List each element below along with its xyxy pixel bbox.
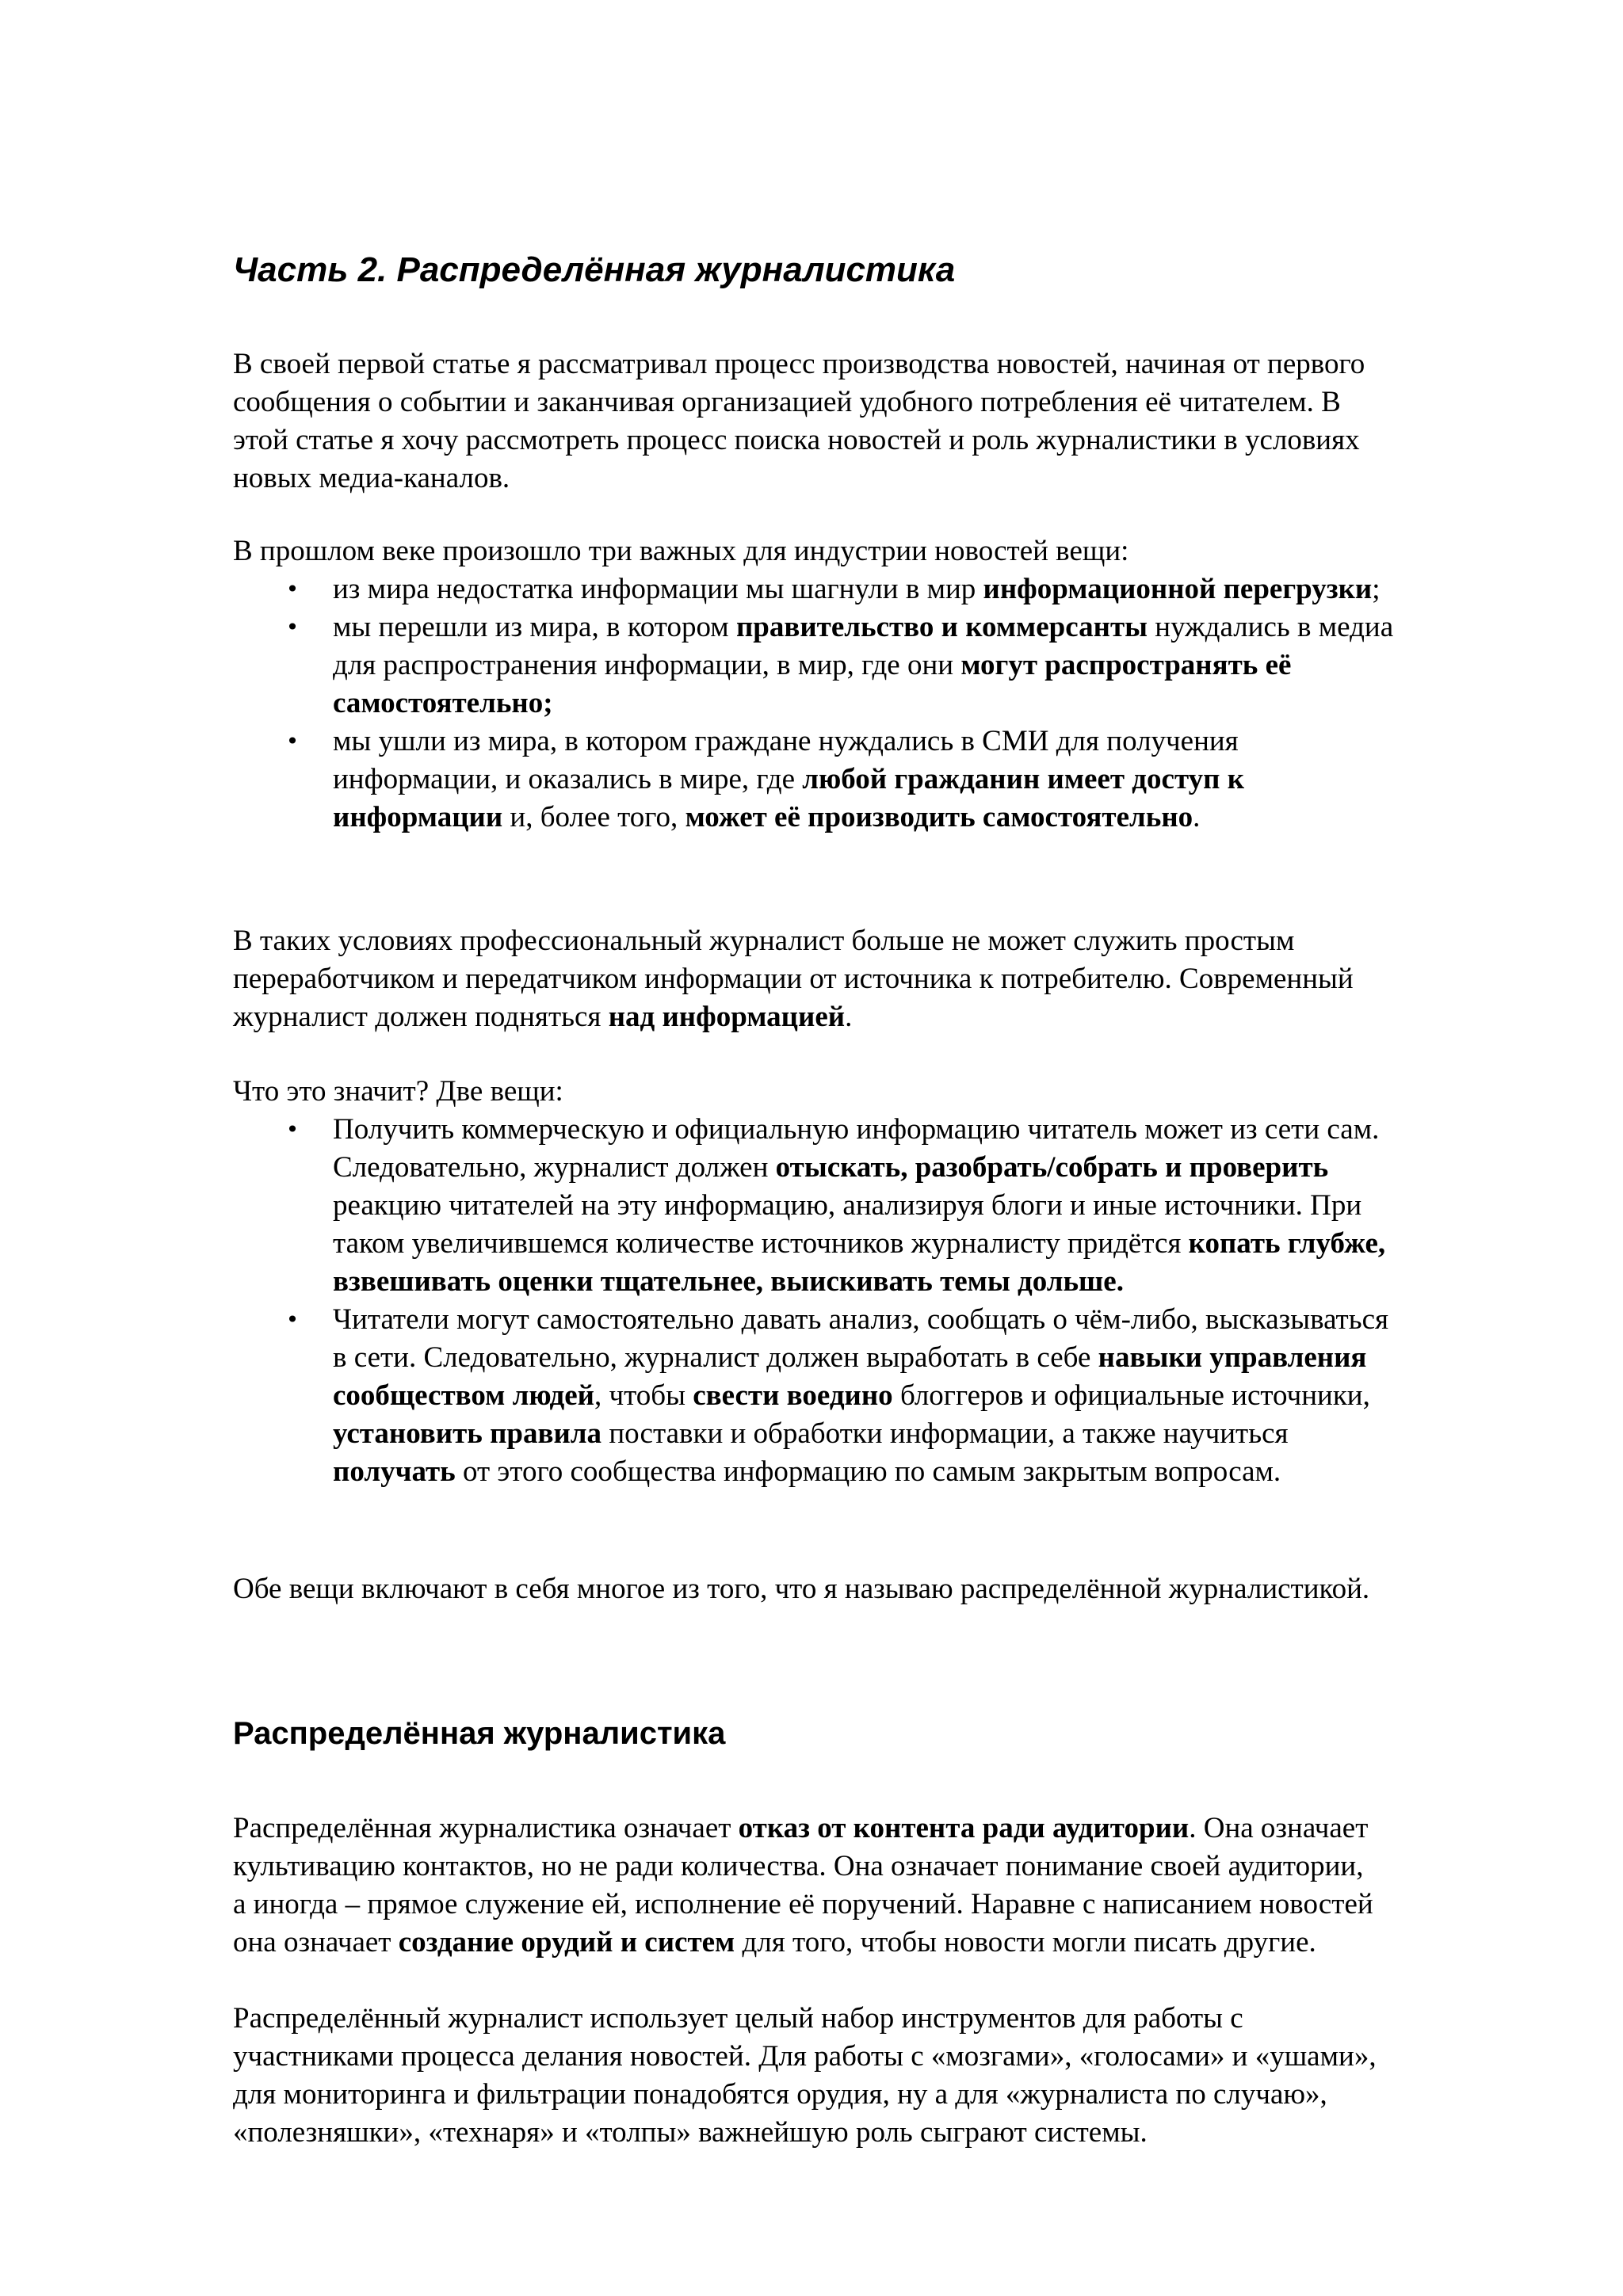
distributed-paragraph (233, 1810, 1533, 1962)
intro-line: новых медиа-каналов. (233, 462, 510, 494)
list-item (233, 570, 1533, 608)
tools-line: «полезняшки», «технаря» и «толпы» важнейшую роль сыграют системы. (233, 2116, 1148, 2149)
bullet-icon: • (285, 576, 300, 602)
list-line: информации и, более того, может её производить самостоятельно. (333, 801, 1201, 833)
list-item (233, 1111, 1533, 1301)
list-line: из мира недостатка информации мы шагнули в мир информационной перегрузки; (333, 573, 1381, 605)
list-line: взвешивать оценки тщательнее, выискивать темы дольше. (333, 1265, 1124, 1298)
list-line: Получить коммерческую и официальную информацию читатель может из сети сам. (333, 1113, 1380, 1146)
list-line: получать от этого сообщества информацию по самым закрытым вопросам. (333, 1455, 1281, 1488)
list-line: мы перешли из мира, в котором правительство и коммерсанты нуждались в медиа (333, 611, 1394, 643)
tools-line: участниками процесса делания новостей. Для работы с «мозгами», «голосами» и «ушами», (233, 2040, 1377, 2073)
page-title: Часть 2. Распределённая журналистика (233, 250, 956, 289)
section-heading: Распределённая журналистика (233, 1716, 726, 1751)
distributed-line: она означает создание орудий и систем для того, чтобы новости могли писать другие. (233, 1926, 1316, 1958)
intro-paragraph (233, 345, 1533, 498)
list-line: сообществом людей, чтобы свести воедино блоггеров и официальные источники, (333, 1379, 1370, 1412)
conditions-line: В таких условиях профессиональный журналист больше не может служить простым (233, 925, 1295, 957)
tools-line: для мониторинга и фильтрации понадобятся орудия, ну а для «журналиста по случаю», (233, 2078, 1327, 2111)
conditions-line: переработчиком и передатчиком информации от источника к потребителю. Современный (233, 963, 1354, 995)
meaning-lead-text: Что это значит? Две вещи: (233, 1075, 563, 1108)
distributed-line: а иногда – прямое служение ей, исполнение её поручений. Наравне с написанием новостей (233, 1888, 1373, 1920)
distributed-line: Распределённая журналистика означает отказ от контента ради аудитории. Она означает (233, 1812, 1369, 1844)
list-line: для распространения информации, в мир, где они могут распространять её (333, 649, 1292, 681)
both-paragraph (233, 1570, 1533, 1608)
list-line: реакцию читателей на эту информацию, анализируя блоги и иные источники. При (333, 1189, 1362, 1222)
conditions-paragraph (233, 922, 1533, 1036)
century-lead-text: В прошлом веке произошло три важных для индустрии новостей вещи: (233, 535, 1129, 567)
century-list (233, 570, 1533, 837)
conditions-line: журналист должен подняться над информацией. (233, 1001, 853, 1033)
list-line: Следовательно, журналист должен отыскать, разобрать/собрать и проверить (333, 1151, 1329, 1184)
list-line: установить правила поставки и обработки информации, а также научиться (333, 1417, 1289, 1450)
list-item (233, 608, 1533, 723)
list-line: мы ушли из мира, в котором граждане нуждались в СМИ для получения (333, 725, 1239, 757)
list-line: Читатели могут самостоятельно давать анализ, сообщать о чём-либо, высказываться (333, 1303, 1389, 1336)
list-line: таком увеличившемся количестве источников журналисту придётся копать глубже, (333, 1227, 1386, 1260)
century-lead (233, 532, 1533, 570)
tools-line: Распределённый журналист использует целый набор инструментов для работы с (233, 2002, 1243, 2035)
both-line: Обе вещи включают в себя многое из того, что я называю распределённой журналистикой. (233, 1573, 1370, 1605)
bullet-icon: • (285, 1306, 300, 1333)
list-item (233, 723, 1533, 837)
intro-line: сообщения о событии и заканчивая организацией удобного потребления её читателем. В (233, 386, 1341, 418)
list-item (233, 1301, 1533, 1491)
distributed-line: культивацию контактов, но не ради количества. Она означает понимание своей аудитории, (233, 1850, 1364, 1882)
bullet-icon: • (285, 614, 300, 640)
tools-paragraph (233, 2000, 1533, 2152)
list-line: в сети. Следовательно, журналист должен выработать в себе навыки управления (333, 1341, 1367, 1374)
intro-line: этой статье я хочу рассмотреть процесс поиска новостей и роль журналистики в условиях (233, 424, 1360, 456)
list-line: самостоятельно; (333, 687, 553, 719)
list-line: информации, и оказались в мире, где любой гражданин имеет доступ к (333, 763, 1245, 795)
bullet-icon: • (285, 728, 300, 754)
meaning-lead (233, 1073, 1533, 1111)
intro-line: В своей первой статье я рассматривал процесс производства новостей, начиная от первого (233, 348, 1365, 380)
meaning-list (233, 1111, 1533, 1491)
bullet-icon: • (285, 1116, 300, 1142)
